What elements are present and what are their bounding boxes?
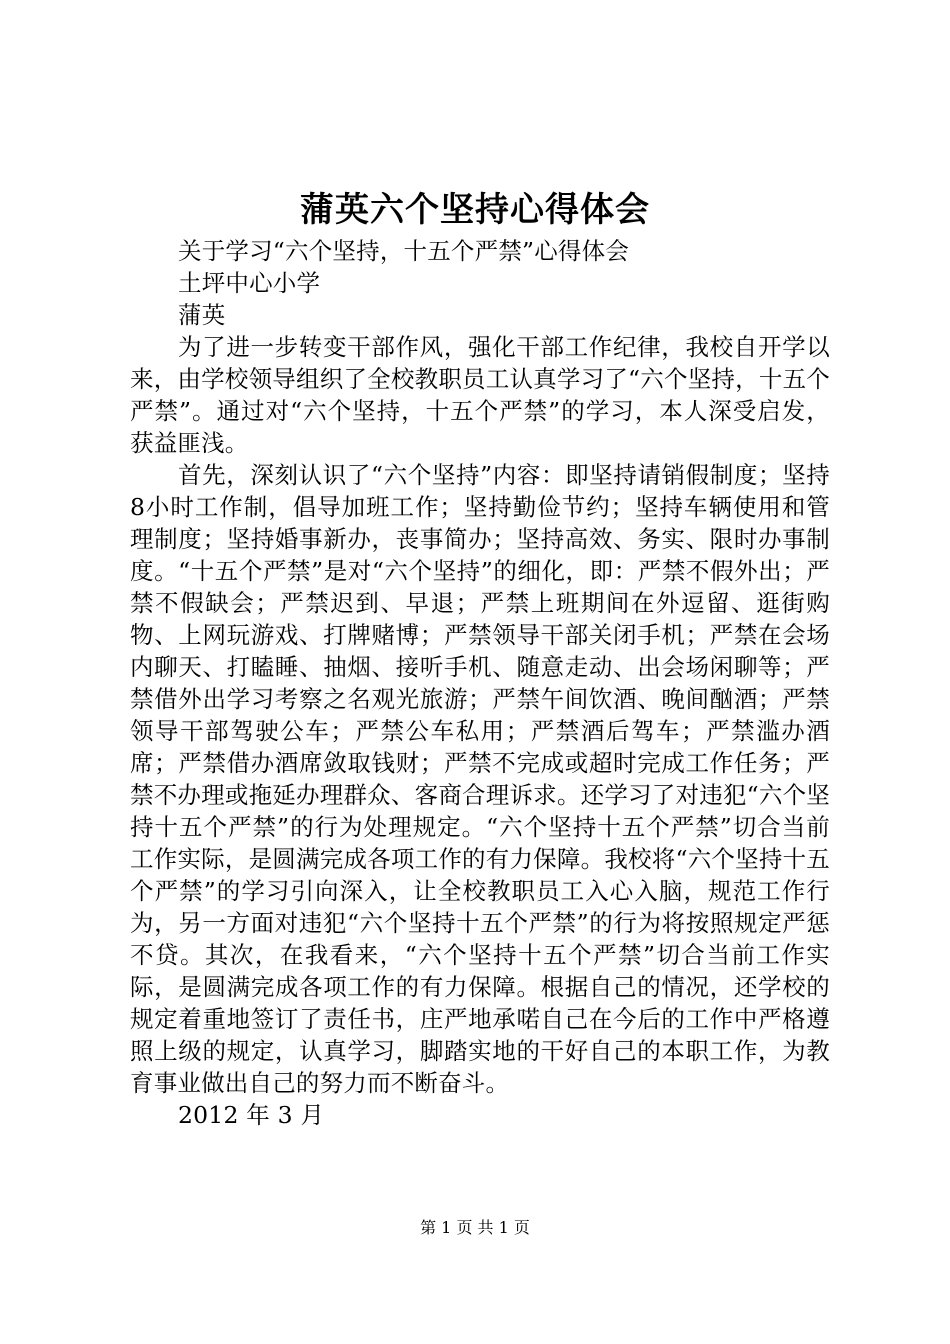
date-line: 2012 年 3 月 [178,1101,325,1129]
page-number-footer: 第 1 页 共 1 页 [420,1218,530,1237]
school-line: 土坪中心小学 [178,269,321,297]
subtitle-line: 关于学习“六个坚持，十五个严禁”心得体会 [178,237,630,265]
author-line: 蒲英 [178,301,226,329]
document-body [130,235,830,1131]
body-paragraph: 为了进一步转变干部作风，强化干部工作纪律，我校自开学以来，由学校领导组织了全校教职员工认真学习了“六个坚持，十五个严禁”。通过对“六个坚持，十五个严禁”的学习，本人深受启发，获益匪浅。 [130,333,830,457]
body-paragraph: 首先，深刻认识了“六个坚持”内容：即坚持请销假制度；坚持8小时工作制，倡导加班工作；坚持勤俭节约；坚持车辆使用和管理制度；坚持婚事新办，丧事简办；坚持高效、务实、限时办事制度。“十五个严禁”是对“六个坚持”的细化，即：严禁不假外出；严禁不假缺会；严禁迟到、早退；严禁上班期间在外逗留、逛街购物、上网玩游戏、打牌赌博；严禁领导干部关闭手机；严禁在会场内聊天、打瞌睡、抽烟、接听手机、随意走动、出会场闲聊等；严禁借外出学习考察之名观光旅游；严禁午间饮酒、晚间酗酒；严禁领导干部驾驶公车；严禁公车私用；严禁酒后驾车；严禁滥办酒席；严禁借办酒席敛取钱财；严禁不完成或超时完成工作任务；严禁不办理或拖延办理群众、客商合理诉求。还学习了对违犯“六个坚持十五个严禁”的行为处理规定。“六个坚持十五个严禁”切合当前工作实际，是圆满完成各项工作的有力保障。我校将“六个坚持十五个严禁”的学习引向深入，让全校教职员工入心入脑，规范工作行为，另一方面对违犯“六个坚持十五个严禁”的行为将按照规定严惩不贷。其次，在我看来，“六个坚持十五个严禁”切合当前工作实际，是圆满完成各项工作的有力保障。根据自己的情况，还学校的规定着重地签订了责任书，庄严地承喏自己在今后的工作中严格遵照上级的规定，认真学习，脚踏实地的干好自己的本职工作，为教育事业做出自己的努力而不断奋斗。 [130,461,830,1097]
document-title: 蒲英六个坚持心得体会 [300,190,650,230]
